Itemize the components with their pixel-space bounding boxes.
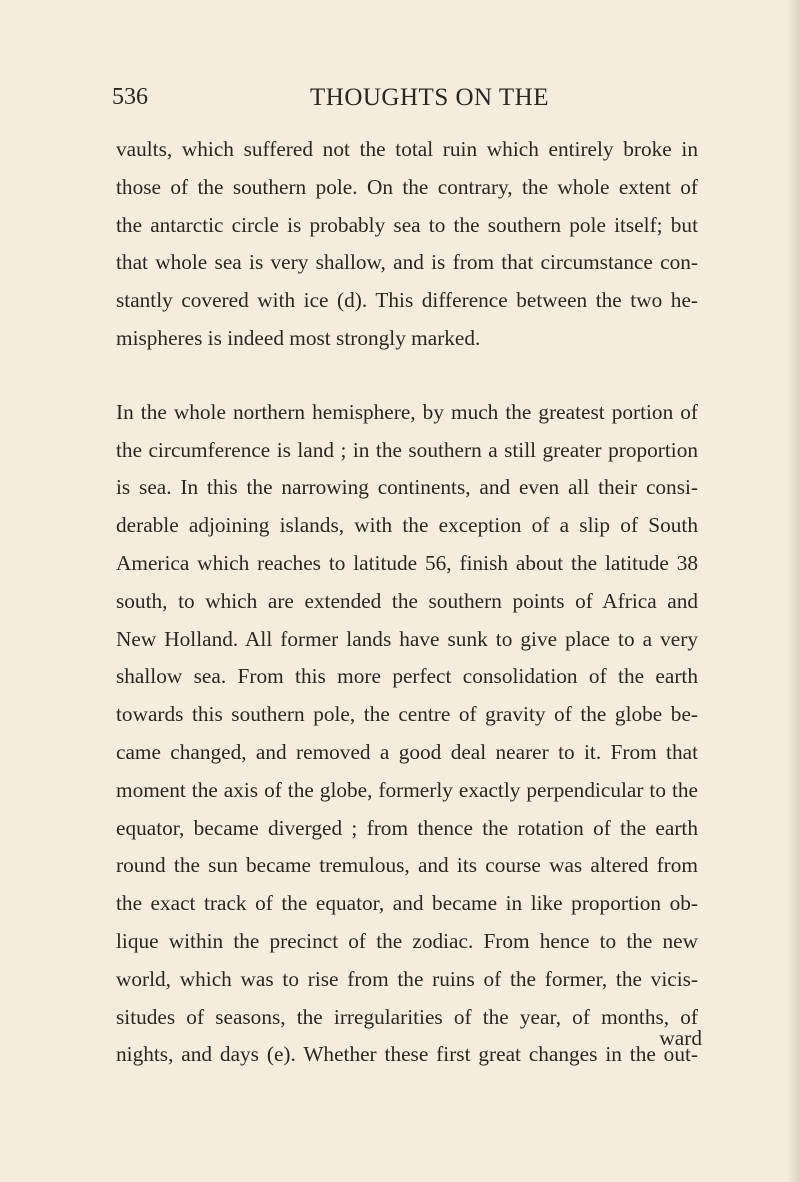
text-line: those of the southern pole. On the contrary, the whole extent of bbox=[116, 174, 698, 199]
text-line: situdes of seasons, the irregularities of the year, of months, of bbox=[116, 1004, 698, 1029]
text-line: stantly covered with ice (d). This difference between the two he- bbox=[116, 288, 698, 313]
text-line: that whole sea is very shallow, and is from that circumstance con- bbox=[116, 250, 698, 275]
text-line: moment the axis of the globe, formerly exactly perpendicular to the bbox=[116, 777, 698, 802]
running-head: THOUGHTS ON THE bbox=[310, 84, 549, 111]
text-line: nights, and days (e). Whether these first great changes in the out- bbox=[116, 1042, 698, 1067]
text-line: America which reaches to latitude 56, finish about the latitude 38 bbox=[116, 550, 698, 575]
text-line: In the whole northern hemisphere, by much the greatest portion of bbox=[116, 399, 698, 424]
text-line: came changed, and removed a good deal nearer to it. From that bbox=[116, 739, 698, 764]
text-line: round the sun became tremulous, and its course was altered from bbox=[116, 853, 698, 878]
catchword: ward bbox=[659, 1026, 702, 1050]
text-line: towards this southern pole, the centre of gravity of the globe be- bbox=[116, 702, 698, 727]
page-number: 536 bbox=[112, 84, 148, 110]
text-line: shallow sea. From this more perfect consolidation of the earth bbox=[116, 664, 698, 689]
text-line: south, to which are extended the southern points of Africa and bbox=[116, 588, 698, 613]
page-edge-shadow bbox=[786, 0, 800, 1182]
text-line: the circumference is land ; in the southern a still greater proportion bbox=[116, 437, 698, 462]
body-text bbox=[116, 131, 698, 1074]
text-line: lique within the precinct of the zodiac. From hence to the new bbox=[116, 928, 698, 953]
text-line: New Holland. All former lands have sunk to give place to a very bbox=[116, 626, 698, 651]
text-line: derable adjoining islands, with the exception of a slip of South bbox=[116, 513, 698, 538]
paragraph-1 bbox=[116, 131, 698, 358]
paragraph-2 bbox=[116, 394, 698, 1074]
text-line: the exact track of the equator, and became in like proportion ob- bbox=[116, 891, 698, 916]
text-line: mispheres is indeed most strongly marked. bbox=[116, 325, 481, 350]
text-line: world, which was to rise from the ruins of the former, the vicis- bbox=[116, 966, 698, 991]
page-header bbox=[112, 84, 582, 120]
text-line: equator, became diverged ; from thence the rotation of the earth bbox=[116, 815, 698, 840]
text-line: vaults, which suffered not the total ruin which entirely broke in bbox=[116, 137, 698, 161]
text-line: is sea. In this the narrowing continents, and even all their consi- bbox=[116, 475, 698, 500]
text-line: the antarctic circle is probably sea to the southern pole itself; but bbox=[116, 212, 698, 237]
